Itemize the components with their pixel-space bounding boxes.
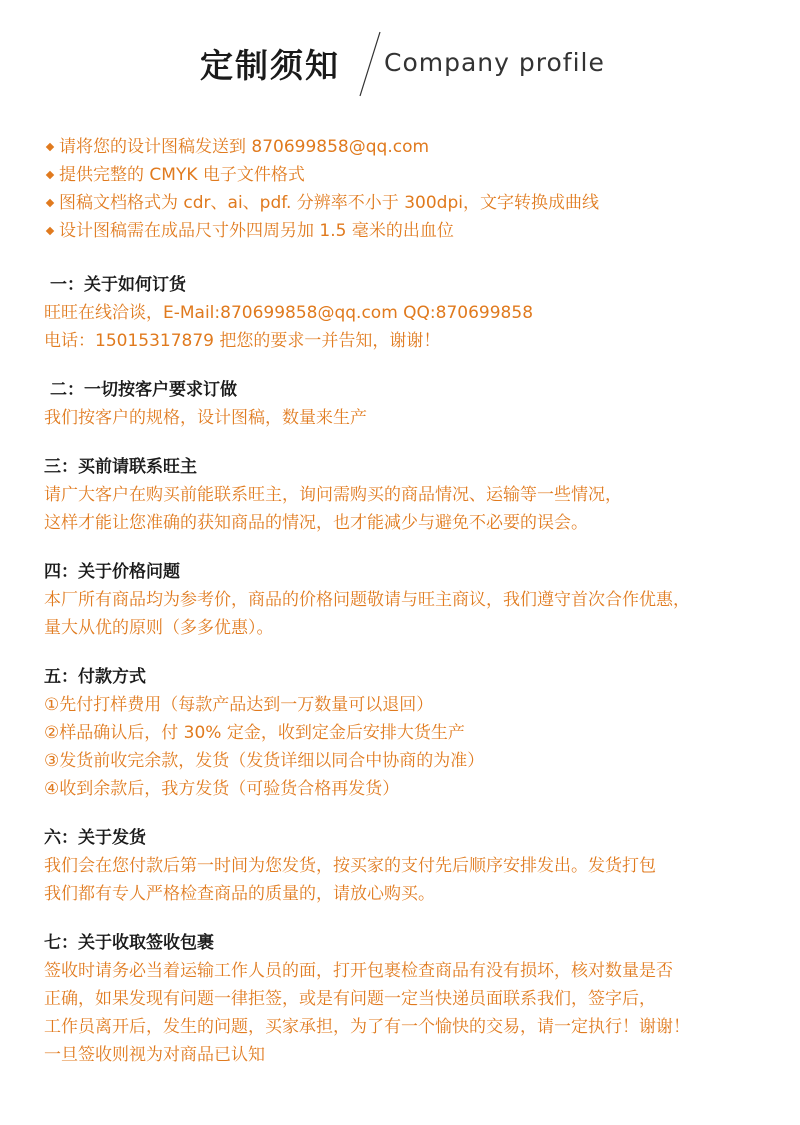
section-title: 五：付款方式 (44, 667, 146, 687)
section-line: 本厂所有商品均为参考价，商品的价格问题敬请与旺主商议，我们遵守首次合作优惠， (44, 590, 690, 610)
section-title: 六：关于发货 (44, 828, 146, 848)
section-title: 四：关于价格问题 (44, 562, 180, 582)
section-title: 二：一切按客户要求订做 (50, 380, 237, 400)
section-contact-before-purchase (44, 453, 774, 537)
section-line: ④收到余款后，我方发货（可验货合格再发货） (44, 779, 400, 799)
section-package-receipt (44, 929, 774, 1069)
section-title: 三：买前请联系旺主 (44, 457, 197, 477)
page-header (0, 30, 800, 100)
section-line: ①先付打样费用（每款产品达到一万数量可以退回） (44, 695, 434, 715)
list-item (44, 189, 774, 217)
section-pricing (44, 558, 774, 642)
diamond-bullet-icon (46, 143, 54, 151)
diamond-bullet-icon (46, 199, 54, 207)
section-title: 一：关于如何订货 (50, 275, 186, 295)
notice-content (44, 133, 774, 1069)
section-line: 旺旺在线洽谈，E-Mail:870699858@qq.com QQ:870699858 (44, 303, 534, 323)
page-subtitle: Company profile (384, 48, 605, 77)
section-line: 电话：15015317879 把您的要求一并告知，谢谢！ (44, 331, 441, 351)
page-title: 定制须知 (200, 46, 340, 85)
section-line: ③发货前收完余款，发货（发货详细以同合中协商的为准） (44, 751, 485, 771)
section-line: 正确，如果发现有问题一律拒签，或是有问题一定当快递员面联系我们，签字后， (44, 989, 656, 1009)
section-line: 签收时请务必当着运输工作人员的面，打开包裹检查商品有没有损坏，核对数量是否 (44, 961, 673, 981)
section-line: 我们都有专人严格检查商品的质量的，请放心购买。 (44, 884, 435, 904)
section-shipping (44, 824, 774, 908)
section-line: 请广大客户在购买前能联系旺主，询问需购买的商品情况、运输等一些情况， (44, 485, 622, 505)
diamond-bullet-icon (46, 171, 54, 179)
list-item (44, 133, 774, 161)
section-line: 这样才能让您准确的获知商品的情况，也才能减少与避免不必要的误会。 (44, 513, 588, 533)
list-item-text: 设计图稿需在成品尺寸外四周另加 1.5 毫米的出血位 (59, 221, 454, 241)
list-item-text: 图稿文档格式为 cdr、ai、pdf. 分辨率不小于 300dpi，文字转换成曲线 (59, 193, 599, 213)
section-line: 量大从优的原则（多多优惠）。 (44, 618, 274, 638)
requirements-list (44, 133, 774, 245)
list-item (44, 217, 774, 245)
section-line: 一旦签收则视为对商品已认知 (44, 1045, 265, 1065)
section-title: 七：关于收取签收包裹 (44, 933, 214, 953)
section-line: 我们会在您付款后第一时间为您发货，按买家的支付先后顺序安排发出。发货打包 (44, 856, 656, 876)
list-item (44, 161, 774, 189)
section-how-to-order (44, 271, 774, 355)
section-custom-order (44, 376, 774, 432)
section-line: 工作员离开后，发生的问题，买家承担，为了有一个愉快的交易，请一定执行！谢谢！ (44, 1017, 690, 1037)
section-payment-method (44, 663, 774, 803)
diamond-bullet-icon (46, 227, 54, 235)
list-item-text: 请将您的设计图稿发送到 870699858@qq.com (59, 137, 430, 157)
section-line: ②样品确认后，付 30% 定金，收到定金后安排大货生产 (44, 723, 465, 743)
list-item-text: 提供完整的 CMYK 电子文件格式 (59, 165, 305, 185)
section-line: 我们按客户的规格，设计图稿，数量来生产 (44, 408, 367, 428)
